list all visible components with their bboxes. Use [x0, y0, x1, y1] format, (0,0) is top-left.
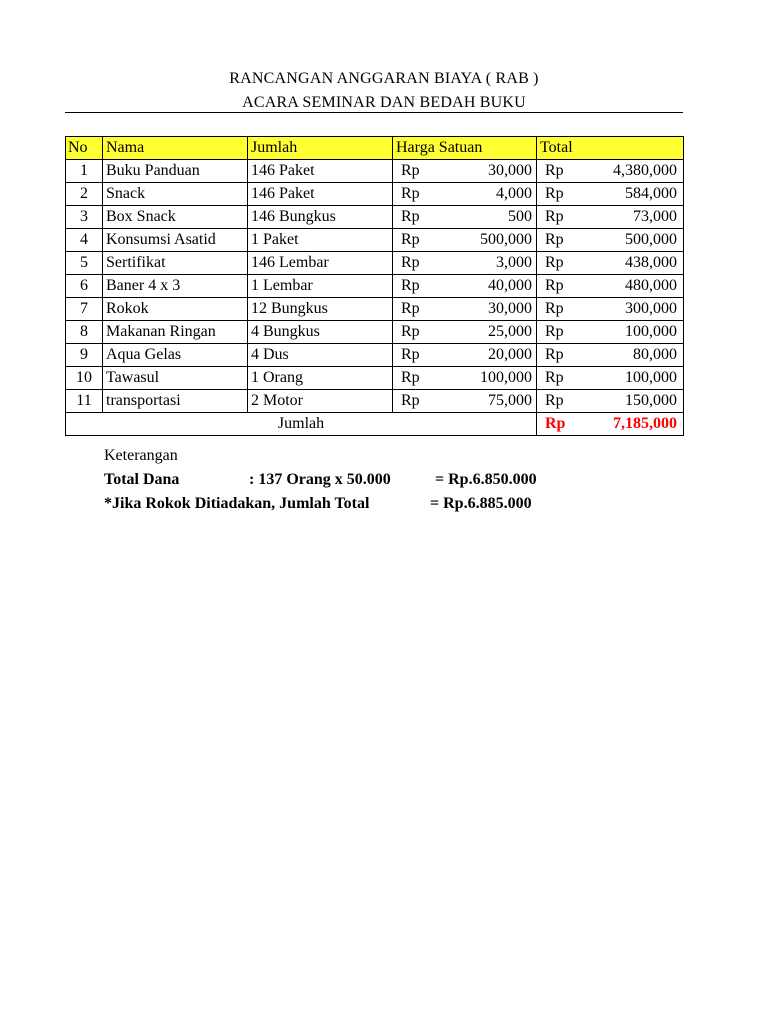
row-harga-currency: Rp [393, 275, 437, 298]
document-title: RANCANGAN ANGGARAN BIAYA ( RAB ) [229, 70, 539, 87]
table-row [66, 183, 684, 206]
header-total: Total [537, 137, 684, 160]
row-harga-currency: Rp [393, 160, 437, 183]
row-total-currency: Rp [537, 367, 581, 390]
sum-label: Jumlah [66, 413, 537, 436]
row-jumlah: 146 Paket [248, 160, 393, 183]
row-harga-satuan: 30,000 [437, 298, 537, 321]
row-nama: transportasi [103, 390, 248, 413]
row-nama: Box Snack [103, 206, 248, 229]
total-dana-label: Total Dana [104, 471, 180, 488]
header-no: No [66, 137, 103, 160]
row-jumlah: 146 Lembar [248, 252, 393, 275]
row-harga-satuan: 30,000 [437, 160, 537, 183]
row-harga-currency: Rp [393, 298, 437, 321]
row-no: 5 [66, 252, 103, 275]
row-nama: Rokok [103, 298, 248, 321]
row-harga-satuan: 75,000 [437, 390, 537, 413]
row-harga-satuan: 3,000 [437, 252, 537, 275]
table-row [66, 275, 684, 298]
row-harga-currency: Rp [393, 321, 437, 344]
row-total: 500,000 [581, 229, 684, 252]
row-total: 584,000 [581, 183, 684, 206]
row-total-currency: Rp [537, 344, 581, 367]
row-harga-currency: Rp [393, 206, 437, 229]
row-harga-satuan: 25,000 [437, 321, 537, 344]
row-nama: Tawasul [103, 367, 248, 390]
row-total: 100,000 [581, 367, 684, 390]
rokok-note-label: *Jika Rokok Ditiadakan, Jumlah Total [104, 495, 370, 512]
row-no: 8 [66, 321, 103, 344]
row-harga-currency: Rp [393, 252, 437, 275]
header-nama: Nama [103, 137, 248, 160]
header-jumlah: Jumlah [248, 137, 393, 160]
row-harga-currency: Rp [393, 183, 437, 206]
row-total: 438,000 [581, 252, 684, 275]
row-nama: Sertifikat [103, 252, 248, 275]
row-no: 6 [66, 275, 103, 298]
row-no: 10 [66, 367, 103, 390]
row-harga-currency: Rp [393, 344, 437, 367]
rokok-note-result: = Rp.6.885.000 [430, 495, 532, 512]
budget-table [65, 136, 684, 436]
table-sum-row [66, 413, 684, 436]
row-harga-satuan: 4,000 [437, 183, 537, 206]
row-harga-satuan: 40,000 [437, 275, 537, 298]
row-harga-currency: Rp [393, 367, 437, 390]
title-underline [65, 112, 683, 113]
row-jumlah: 1 Lembar [248, 275, 393, 298]
sum-currency: Rp [537, 413, 581, 436]
row-total-currency: Rp [537, 390, 581, 413]
row-no: 11 [66, 390, 103, 413]
row-jumlah: 146 Paket [248, 183, 393, 206]
table-row [66, 206, 684, 229]
table-row [66, 252, 684, 275]
row-no: 3 [66, 206, 103, 229]
row-jumlah: 1 Orang [248, 367, 393, 390]
row-no: 2 [66, 183, 103, 206]
row-total-currency: Rp [537, 252, 581, 275]
table-row [66, 160, 684, 183]
row-nama: Makanan Ringan [103, 321, 248, 344]
row-jumlah: 4 Dus [248, 344, 393, 367]
row-harga-satuan: 500,000 [437, 229, 537, 252]
row-harga-satuan: 100,000 [437, 367, 537, 390]
row-harga-currency: Rp [393, 229, 437, 252]
row-jumlah: 4 Bungkus [248, 321, 393, 344]
document-subtitle: ACARA SEMINAR DAN BEDAH BUKU [242, 94, 526, 111]
header-harga-satuan: Harga Satuan [393, 137, 537, 160]
row-jumlah: 146 Bungkus [248, 206, 393, 229]
row-total-currency: Rp [537, 206, 581, 229]
row-harga-satuan: 500 [437, 206, 537, 229]
row-total-currency: Rp [537, 321, 581, 344]
row-nama: Snack [103, 183, 248, 206]
table-header-row [66, 137, 684, 160]
row-harga-satuan: 20,000 [437, 344, 537, 367]
table-row [66, 390, 684, 413]
row-total-currency: Rp [537, 160, 581, 183]
row-total: 480,000 [581, 275, 684, 298]
row-jumlah: 1 Paket [248, 229, 393, 252]
row-total: 73,000 [581, 206, 684, 229]
table-row [66, 367, 684, 390]
row-nama: Aqua Gelas [103, 344, 248, 367]
row-nama: Konsumsi Asatid [103, 229, 248, 252]
table-row [66, 321, 684, 344]
row-total: 4,380,000 [581, 160, 684, 183]
total-dana-result: = Rp.6.850.000 [435, 471, 537, 488]
row-total-currency: Rp [537, 275, 581, 298]
row-no: 7 [66, 298, 103, 321]
total-dana-calc: : 137 Orang x 50.000 [249, 471, 391, 488]
keterangan-label: Keterangan [104, 447, 178, 464]
row-total: 80,000 [581, 344, 684, 367]
row-no: 4 [66, 229, 103, 252]
table-row [66, 298, 684, 321]
row-harga-currency: Rp [393, 390, 437, 413]
row-jumlah: 2 Motor [248, 390, 393, 413]
row-total: 150,000 [581, 390, 684, 413]
row-nama: Buku Panduan [103, 160, 248, 183]
row-total: 300,000 [581, 298, 684, 321]
row-total-currency: Rp [537, 298, 581, 321]
row-total-currency: Rp [537, 229, 581, 252]
row-jumlah: 12 Bungkus [248, 298, 393, 321]
sum-total: 7,185,000 [581, 413, 684, 436]
row-no: 9 [66, 344, 103, 367]
row-nama: Baner 4 x 3 [103, 275, 248, 298]
row-total-currency: Rp [537, 183, 581, 206]
table-row [66, 229, 684, 252]
row-no: 1 [66, 160, 103, 183]
table-row [66, 344, 684, 367]
row-total: 100,000 [581, 321, 684, 344]
